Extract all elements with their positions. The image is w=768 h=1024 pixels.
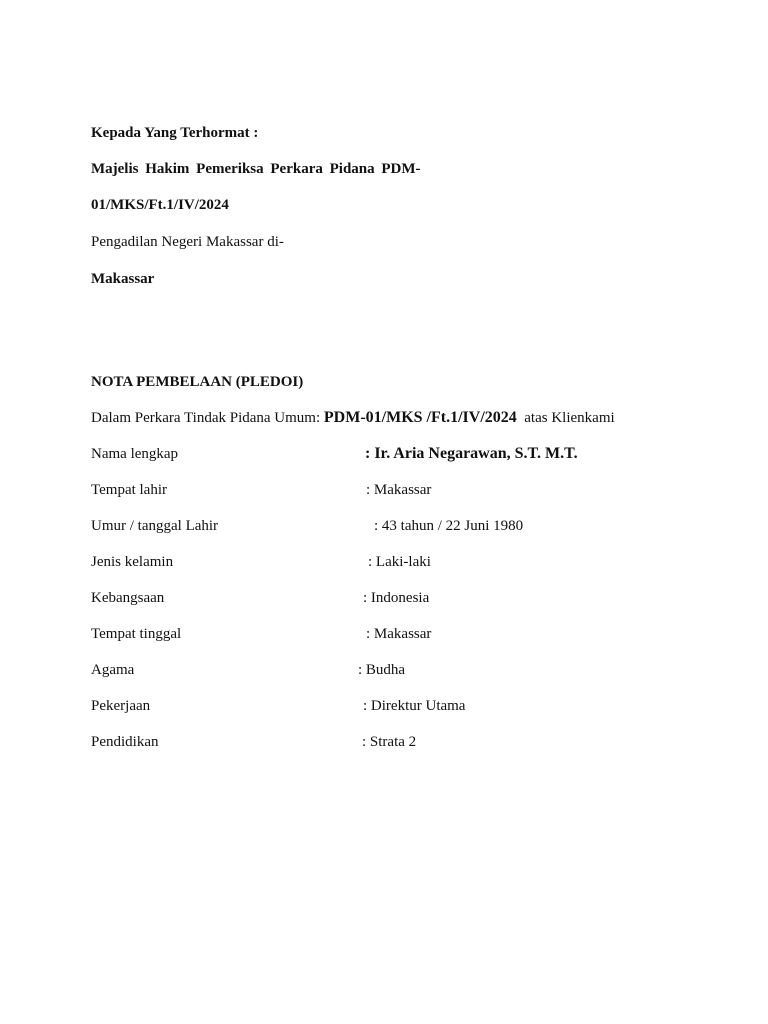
client-row-tempat-lahir: [91, 481, 691, 499]
court-name: Pengadilan Negeri Makassar di-: [91, 234, 284, 250]
case-number: PDM-01/MKS /Ft.1/IV/2024: [323, 409, 517, 426]
row-label: Tempat tinggal: [91, 626, 182, 642]
intro-prefix: Dalam Perkara Tindak Pidana Umum:: [91, 410, 321, 426]
row-value: : Budha: [358, 662, 406, 678]
intro-suffix: atas Klienkami: [524, 410, 615, 426]
row-value: : 43 tahun / 22 Juni 1980: [374, 518, 524, 534]
row-label: Jenis kelamin: [91, 554, 174, 570]
client-row-pendidikan: [91, 733, 691, 751]
client-row-pekerjaan: [91, 697, 691, 715]
intro-sentence: [91, 409, 615, 427]
row-value: : Indonesia: [363, 590, 430, 606]
row-value: : Direktur Utama: [363, 698, 466, 714]
client-row-kebangsaan: [91, 589, 691, 607]
row-value: : Ir. Aria Negarawan, S.T. M.T.: [365, 445, 578, 462]
row-label: Nama lengkap: [91, 446, 179, 462]
addressee-line-1: Majelis Hakim Pemeriksa Perkara Pidana PDM-: [91, 161, 421, 177]
client-row-jenis-kelamin: [91, 553, 691, 571]
row-label: Agama: [91, 662, 135, 678]
salutation: Kepada Yang Terhormat :: [91, 125, 259, 141]
row-label: Umur / tanggal Lahir: [91, 518, 219, 534]
row-value: : Makassar: [366, 482, 432, 498]
row-label: Pendidikan: [91, 734, 159, 750]
document-title: NOTA PEMBELAAN (PLEDOI): [91, 374, 304, 390]
addressee-line-2: 01/MKS/Ft.1/IV/2024: [91, 197, 229, 213]
row-label: Pekerjaan: [91, 698, 151, 714]
client-row-nama: [91, 445, 691, 463]
row-label: Tempat lahir: [91, 482, 168, 498]
row-value: : Laki-laki: [368, 554, 431, 570]
row-value: : Makassar: [366, 626, 432, 642]
client-row-umur: [91, 517, 691, 535]
city: Makassar: [91, 271, 155, 287]
client-row-agama: [91, 661, 691, 679]
client-row-tempat-tinggal: [91, 625, 691, 643]
row-value: : Strata 2: [362, 734, 417, 750]
row-label: Kebangsaan: [91, 590, 165, 606]
